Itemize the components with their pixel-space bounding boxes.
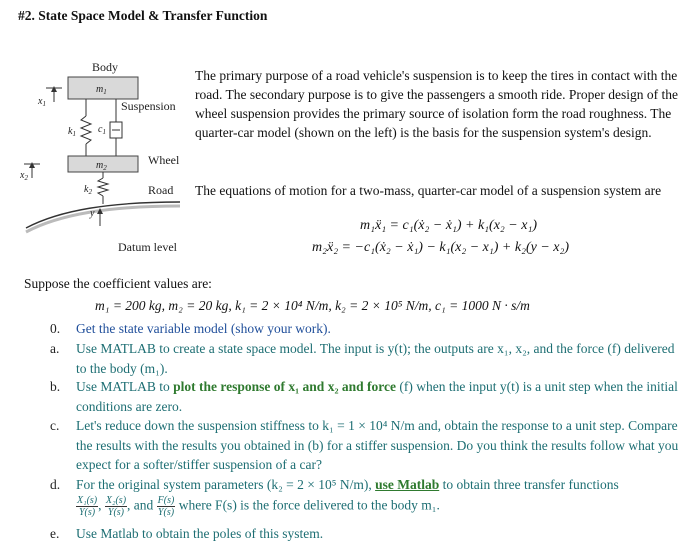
tf-f-fraction: $\frac{F(s)}{Y(s)}$ bbox=[157, 494, 175, 518]
intro-paragraph: The primary purpose of a road vehicle's suspension is to keep the tires in contact with the road. The secondary purpose is to give the passengers a smooth ride. Proper design of the wheel suspension provides the primary source of isolation form the road roughness. The quarter-car model (shown on the left) is the basis for the suspension system's design. bbox=[195, 68, 679, 140]
question-c-text: Let's reduce down the suspension stiffness to k₁ = 1 × 10⁴ N/m and, obtain the response to a unit step. Compare the results with the results you obtained in (b) for a stiffer suspension. Do you think the results follow what you expect for a softer/stiffer suspension of a car? bbox=[76, 418, 679, 472]
k2-label: $k_2$ bbox=[84, 184, 92, 196]
tf-x2-fraction: $\frac{\text{X₂(s)}}{Y(s)}$ bbox=[105, 494, 127, 518]
m1-label: $m_1$ bbox=[96, 84, 107, 96]
question-a-marker: a. bbox=[50, 341, 60, 356]
tf-x1-fraction: $\frac{\text{X₁(s)}}{Y(s)}$ bbox=[77, 494, 98, 518]
suppose-text: Suppose the coefficient values are: bbox=[24, 276, 212, 291]
datum-label: Datum level bbox=[118, 240, 177, 254]
question-e-text: Use Matlab to obtain the poles of this system. bbox=[76, 526, 324, 541]
question-d-pre: For the original system parameters (k₂ = 2 × 10⁵ N/m), bbox=[76, 477, 376, 492]
road-label: Road bbox=[148, 183, 174, 197]
question-b-text bbox=[76, 377, 686, 416]
tf-sep-2: , bbox=[127, 497, 131, 513]
question-d-marker: d. bbox=[50, 477, 61, 492]
problem-title: #2. State Space Model & Transfer Function bbox=[18, 8, 268, 23]
tf-and: and bbox=[133, 497, 154, 513]
use-matlab-link[interactable]: use Matlab bbox=[375, 477, 440, 492]
wheel-label: Wheel bbox=[148, 153, 180, 167]
suspension-label: Suspension bbox=[121, 99, 176, 113]
k1-spring bbox=[81, 116, 91, 144]
c1-label: $c_1$ bbox=[98, 124, 106, 136]
equation-1: m₁ẍ₁ = c₁(ẋ₂ − ẋ₁) + k₁(x₂ − x₁) bbox=[360, 218, 537, 233]
question-a-text: Use MATLAB to create a state space model. The input is y(t); the outputs are x₁, x₂, and the force (f) delivered to the body (m₁). bbox=[76, 341, 675, 376]
question-0-marker: 0. bbox=[50, 321, 61, 336]
question-b-bold: plot the response of x₁ and x₂ and force bbox=[173, 379, 396, 394]
body-label: Body bbox=[92, 60, 119, 74]
y-label: y bbox=[90, 208, 95, 219]
k1-label: $k_1$ bbox=[68, 126, 76, 138]
x2-label: $x_2$ bbox=[20, 170, 28, 182]
tf-sep-1: , bbox=[98, 497, 102, 513]
question-e-marker: e. bbox=[50, 526, 60, 541]
question-d-post: to obtain three transfer functions bbox=[439, 477, 619, 492]
question-0-text: Get the state variable model (show your work). bbox=[76, 321, 331, 336]
k2-spring bbox=[98, 178, 108, 196]
x1-arrowhead bbox=[51, 86, 57, 92]
question-b-post: (f) when the input y(t) is a unit step when the initial conditions are zero. bbox=[76, 379, 678, 414]
m2-label: $m_2$ bbox=[96, 160, 107, 172]
question-d-tail: where F(s) is the force delivered to the body m₁. bbox=[178, 497, 440, 513]
quarter-car-diagram bbox=[20, 56, 192, 256]
x1-label: $x_1$ bbox=[38, 96, 46, 108]
equations-lead: The equations of motion for a two-mass, quarter-car model of a suspension system are bbox=[195, 183, 662, 198]
coefficient-values: m₁ = 200 kg, m₂ = 20 kg, k₁ = 2 × 10⁴ N/m, k₂ = 2 × 10⁵ N/m, c₁ = 1000 N · s/m bbox=[95, 298, 530, 313]
question-b-pre: Use MATLAB to bbox=[76, 379, 174, 394]
x2-arrowhead bbox=[29, 162, 35, 168]
question-c-marker: c. bbox=[50, 418, 60, 433]
equation-2: m₂ẍ₂ = −c₁(ẋ₂ − ẋ₁) − k₁(x₂ − x₁) + k₂(y − x₂) bbox=[312, 240, 570, 255]
question-d-text bbox=[76, 475, 686, 518]
question-b-marker: b. bbox=[50, 379, 61, 394]
road-shading bbox=[26, 206, 180, 232]
